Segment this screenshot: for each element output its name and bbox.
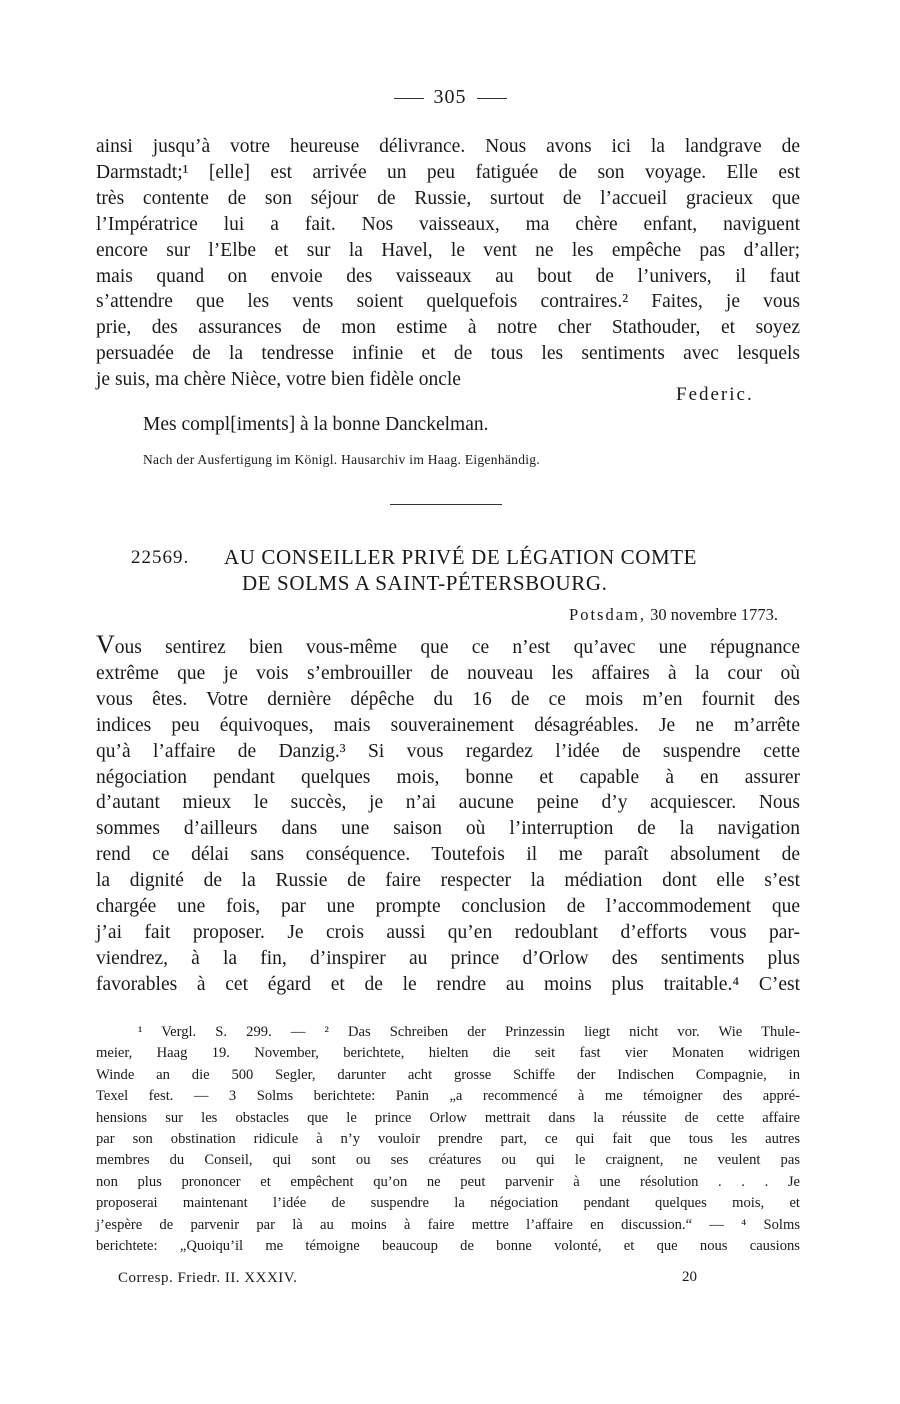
- footnote-line: meier, Haag 19. November, berichtete, hielten die seit fast vier Monaten widrigen: [96, 1045, 800, 1062]
- footnote-line: par son obstination ridicule à n’y vouloir prendre part, ce qui fait que tous les autres: [96, 1131, 800, 1148]
- text-line: sommes d’ailleurs dans une saison où l’interruption de la navigation: [96, 818, 800, 840]
- running-head: [0, 86, 900, 109]
- letter-two-body: [96, 630, 800, 998]
- footnotes: [96, 1022, 800, 1257]
- dateline-date: 30 novembre 1773.: [650, 605, 778, 624]
- text-line-first-rest: ous sentirez bien vous-même que ce n’est qu’avec une répugnance: [114, 637, 800, 658]
- header-rule-left: [394, 98, 424, 99]
- text-line: vous êtes. Votre dernière dépêche du 16 de ce mois m’en fournit des: [96, 688, 800, 710]
- text-line: encore sur l’Elbe et sur la Havel, le vent ne les empêche pas d’aller;: [96, 239, 800, 261]
- text-line: l’Impératrice lui a fait. Nos vaisseaux, ma chère enfant, naviguent: [96, 213, 800, 235]
- text-line: rend ce délai sans conséquence. Toutefois il me paraît absolument de: [96, 844, 800, 866]
- footnote-line: hensions sur les obstacles que le prince Orlow mettrait dans la réussite de cette affaire: [96, 1109, 800, 1126]
- footnote-line: berichtete: „Quoiqu’il me témoigne beaucoup de bonne volonté, et que nous causions: [96, 1238, 800, 1255]
- letter-number: 22569.: [131, 547, 190, 568]
- sheet-number: 20: [682, 1269, 697, 1285]
- footnote-line: ¹ Vergl. S. 299. — ² Das Schreiben der Prinzessin liegt nicht vor. Wie Thule-: [138, 1024, 800, 1040]
- drop-cap: V: [96, 630, 115, 659]
- footnote-line: proposerai maintenant l’idée de suspendre la négociation pendant quelques mois, et: [96, 1195, 800, 1212]
- footnote-line: membres du Conseil, qui sont ou ses créatures ou qui le craignent, ne veulent pas: [96, 1152, 800, 1169]
- letter-title-line-2: DE SOLMS A SAINT-PÉTERSBOURG.: [242, 571, 608, 595]
- text-line: persuadée de la tendresse infinie et de tous les sentiments avec lesquels: [96, 343, 800, 365]
- letter-signature: Federic.: [676, 384, 754, 405]
- dateline: [0, 605, 778, 625]
- postscript: Mes compl[iments] à la bonne Danckelman.: [143, 414, 489, 435]
- footnote-line: Texel fest. — 3 Solms berichtete: Panin „a recommencé à me témoigner des appré-: [96, 1088, 800, 1105]
- page-number: 305: [433, 86, 467, 108]
- letter-title-line-1: AU CONSEILLER PRIVÉ DE LÉGATION COMTE: [224, 545, 698, 569]
- footnote-line: non plus prononcer et empêchent qu’on ne peut parvenir à une résolution . . . Je: [96, 1173, 800, 1190]
- text-line: je suis, ma chère Nièce, votre bien fidèle oncle: [96, 369, 461, 391]
- source-note: Nach der Ausfertigung im Königl. Hausarchiv im Haag. Eigenhändig.: [143, 452, 541, 467]
- text-line: d’autant mieux le succès, je n’ai aucune peine d’y acquiescer. Nous: [96, 792, 800, 814]
- text-line: très contente de son séjour de Russie, surtout de l’accueil gracieux que: [96, 187, 800, 209]
- text-line: prie, des assurances de mon estime à notre cher Stathouder, et soyez: [96, 317, 800, 339]
- text-line: extrême que je vois s’embrouiller de nouveau les affaires à la cour où: [96, 662, 800, 684]
- section-divider: [390, 504, 502, 505]
- signature-mark: Corresp. Friedr. II. XXXIV.: [118, 1270, 298, 1286]
- text-line: négociation pendant quelques mois, bonne et capable à en assurer: [96, 766, 800, 788]
- text-line: j’ai fait proposer. Je crois aussi qu’en redoublant d’efforts vous par-: [96, 921, 800, 943]
- text-line: qu’à l’affaire de Danzig.³ Si vous regardez l’idée de suspendre cette: [96, 740, 800, 762]
- dateline-place: Potsdam,: [569, 605, 647, 624]
- footnote-line: j’espère de parvenir par là au moins à faire mettre l’affaire en discussion.“ — ⁴ Solms: [96, 1216, 800, 1233]
- text-line: ainsi jusqu’à votre heureuse délivrance. Nous avons ici la landgrave de: [96, 136, 800, 157]
- footnote-line: Winde an die 500 Segler, darunter acht grosse Schiffe der Indischen Compagnie, in: [96, 1066, 800, 1083]
- text-line: favorables à cet égard et de le rendre au moins plus traitable.⁴ C’est: [96, 973, 800, 995]
- text-line: mais quand on envoie des vaisseaux au bout de l’univers, il faut: [96, 265, 800, 287]
- text-line: chargée une fois, par une prompte conclusion de l’accommodement que: [96, 896, 800, 918]
- text-line: Darmstadt;¹ [elle] est arrivée un peu fatiguée de son voyage. Elle est: [96, 161, 800, 183]
- text-line-first: [96, 630, 800, 661]
- header-rule-right: [477, 98, 507, 99]
- text-line: indices peu équivoques, mais souverainement désagréables. Je ne m’arrête: [96, 714, 800, 736]
- text-line: s’attendre que les vents soient quelquefois contraires.² Faites, je vous: [96, 291, 800, 313]
- text-line: la dignité de la Russie de faire respecter la médiation dont elle s’est: [96, 870, 800, 892]
- text-line: viendrez, à la fin, d’inspirer au prince d’Orlow des sentiments plus: [96, 947, 800, 969]
- letter-one-body: [96, 134, 800, 393]
